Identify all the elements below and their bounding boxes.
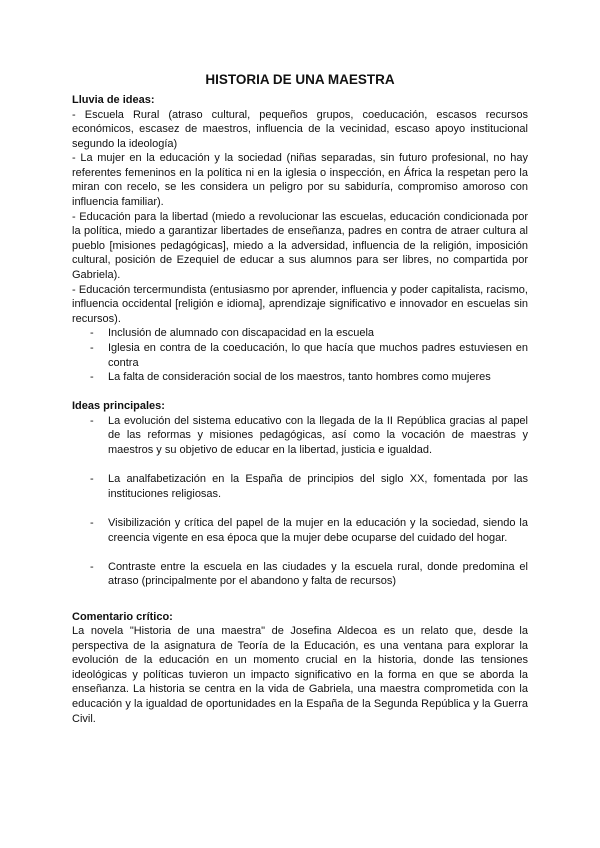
dash-marker: - xyxy=(90,517,94,530)
list-item-text: La evolución del sistema educativo con la llegada de la II República gracias al papel de las reformas y misiones pedagógicas, así como la vocación de maestras y maestros y su objetivo de educar en la libertad, justicia e igualdad. xyxy=(108,414,528,457)
document-page xyxy=(72,72,528,726)
dash-marker: - xyxy=(90,560,94,573)
list-item xyxy=(72,414,528,458)
main-ideas-section xyxy=(72,399,528,589)
brainstorm-bullet-list xyxy=(72,326,528,384)
brainstorm-paragraph-women: - La mujer en la educación y la sociedad (niñas separadas, sin futuro profesional, no hay referentes femeninos en la política ni en la iglesia o inspección, en África la respetan pero la miran con recelo, se les considera un peligro por su sabiduría, compromiso amoroso con influencia familiar). xyxy=(72,152,528,209)
list-item xyxy=(72,326,528,341)
brainstorm-paragraph-freedom: - Educación para la libertad (miedo a revolucionar las escuelas, educación condicionada por la política, miedo a garantizar libertades de enseñanza, padres en contra de atraer cultura al pueblo [misiones pedagógicas], miedo a la adversidad, influencia de la religión, imposición cultural, posición de Ezequiel de educar a sus alumnos para ser libres, no compartida por Gabriela). xyxy=(72,210,528,282)
list-item xyxy=(72,370,528,385)
critical-comment-text: La novela "Historia de una maestra" de Josefina Aldecoa es un relato que, desde la perspectiva de la asignatura de Teoría de la Educación, es una ventana para explorar la evolución de la educación en un momento crucial en la historia, donde las tensiones ideológicas y políticas tuvieron un impacto significativo en la forma en que se aborda la enseñanza. La historia se centra en la vida de Gabriela, una maestra comprometida con la educación y la igualdad de oportunidades en la España de la Segunda República y la Guerra Civil. xyxy=(72,625,528,725)
list-item-text: Iglesia en contra de la coeducación, lo que hacía que muchos padres estuviesen en contra xyxy=(108,342,528,369)
document-title: HISTORIA DE UNA MAESTRA xyxy=(205,72,395,87)
dash-marker: - xyxy=(90,414,94,427)
critical-comment-heading: Comentario crítico: xyxy=(72,610,173,623)
brainstorm-section xyxy=(72,93,528,385)
main-ideas-bullet-list xyxy=(72,414,528,589)
section-spacer xyxy=(72,385,528,400)
list-item-text: Inclusión de alumnado con discapacidad en la escuela xyxy=(108,327,375,340)
dash-marker: - xyxy=(90,473,94,486)
list-item xyxy=(72,472,528,501)
list-item xyxy=(72,341,528,370)
main-ideas-heading: Ideas principales: xyxy=(72,400,165,413)
list-item-text: Visibilización y crítica del papel de la mujer en la educación y la sociedad, siendo la creencia vigente en esa época que la mujer debe ocuparse del cuidado del hogar. xyxy=(108,517,528,544)
dash-marker: - xyxy=(90,342,94,354)
critical-comment-section xyxy=(72,610,528,727)
brainstorm-paragraph-rural: - Escuela Rural (atraso cultural, pequeños grupos, coeducación, escasos recursos económicos, escasez de maestros, influencia de la vecinidad, escaso apoyo institucional segundo la ideología) xyxy=(72,108,528,150)
brainstorm-heading: Lluvia de ideas: xyxy=(72,94,155,106)
list-item-text: La falta de consideración social de los maestros, tanto hombres como mujeres xyxy=(108,371,491,384)
dash-marker: - xyxy=(90,371,94,384)
list-item-text: Contraste entre la escuela en las ciudades y la escuela rural, donde predomina el atraso (principalmente por el abandono y falta de recursos) xyxy=(108,560,528,588)
brainstorm-paragraph-thirdworld: - Educación tercermundista (entusiasmo por aprender, influencia y poder capitalista, racismo, influencia occidental [religión e idioma], aprendizaje significativo e innovador en escuelas sin recursos). xyxy=(72,283,528,325)
list-item xyxy=(72,516,528,545)
dash-marker: - xyxy=(90,327,94,340)
list-item xyxy=(72,560,528,589)
list-item-text: La analfabetización en la España de principios del siglo XX, fomentada por las instituciones religiosas. xyxy=(108,473,528,500)
